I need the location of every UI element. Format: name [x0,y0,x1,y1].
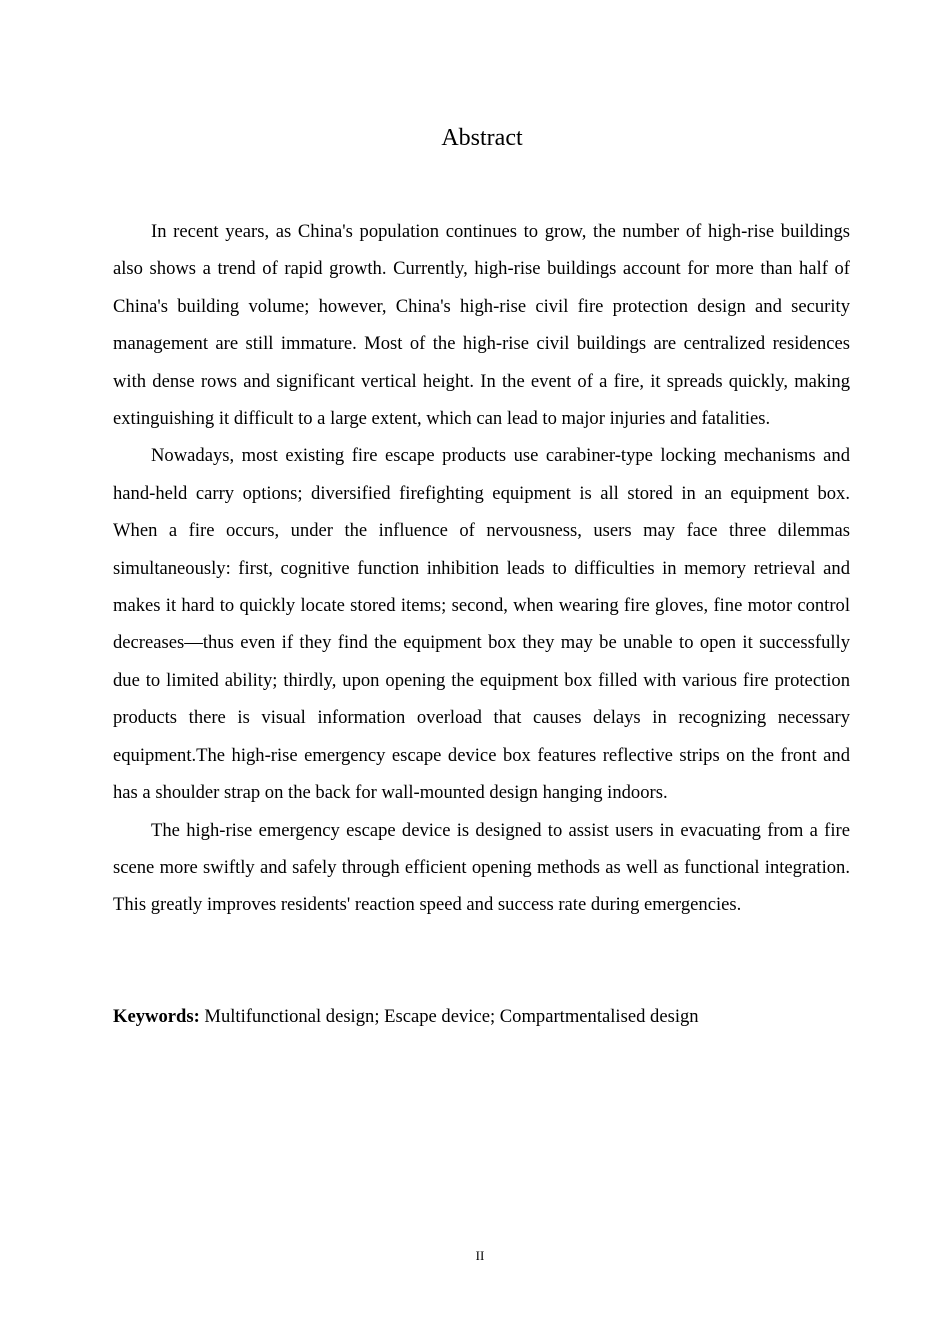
keywords-text: Multifunctional design; Escape device; Compartmentalised design [199,1006,699,1027]
abstract-paragraph-1: In recent years, as China's population continues to grow, the number of high-rise buildings also shows a trend of rapid growth. Currently, high-rise buildings account for more than half of China's building volume; however, China's high-rise civil fire protection design and security management are still immature. Most of the high-rise civil buildings are centralized residences with dense rows and significant vertical height. In the event of a fire, it spreads quickly, making extinguishing it difficult to a large extent, which can lead to major injuries and fatalities. [113,221,850,430]
abstract-title: Abstract [441,125,523,151]
abstract-body [113,213,850,924]
keywords-label: Keywords: [113,1006,200,1027]
abstract-paragraph-2: Nowadays, most existing fire escape products use carabiner-type locking mechanisms and hand-held carry options; diversified firefighting equipment is all stored in an equipment box. When a fire occurs, under the influence of nervousness, users may face three dilemmas simultaneously: first, cognitive function inhibition leads to difficulties in memory retrieval and makes it hard to quickly locate stored items; second, when wearing fire gloves, fine motor control decreases—thus even if they find the equipment box they may be unable to open it successfully due to limited ability; thirdly, upon opening the equipment box filled with various fire protection products there is visual information overload that causes delays in recognizing necessary equipment.The high-rise emergency escape device box features reflective strips on the front and has a shoulder strap on the back for wall-mounted design hanging indoors. [113,445,850,804]
page-number: II [475,1248,485,1263]
keywords-line [113,999,850,1035]
abstract-paragraph-3: The high-rise emergency escape device is designed to assist users in evacuating from a fire scene more swiftly and safely through efficient opening methods as well as functional integration. This greatly improves residents' reaction speed and success rate during emergencies. [113,819,850,916]
